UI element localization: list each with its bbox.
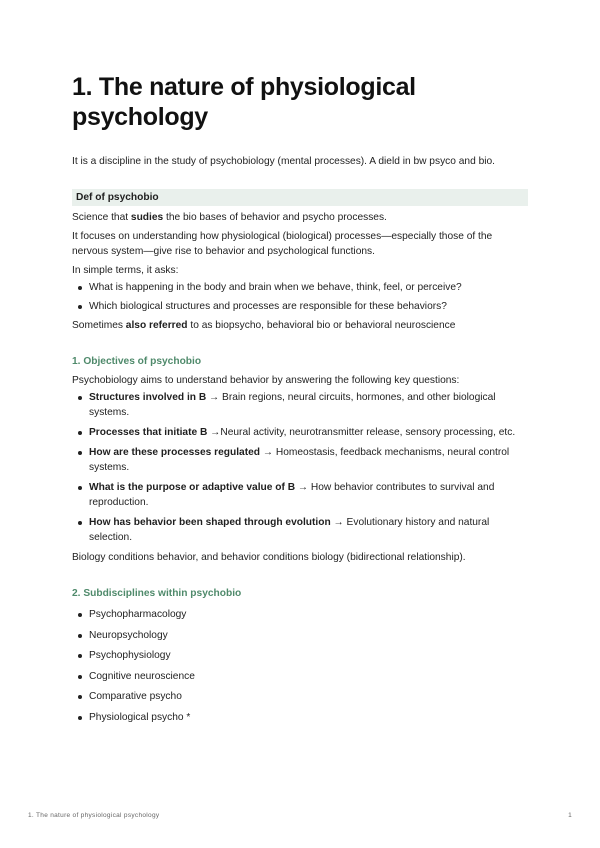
definition-bold: sudies [130, 212, 164, 223]
list-item: Neuropsychology [89, 628, 528, 643]
objectives-heading: 1. Objectives of psychobio [72, 356, 202, 367]
list-item [89, 425, 528, 440]
page-number: 1 [568, 812, 572, 819]
objectives-conclusion: Biology conditions behavior, and behavior conditions biology (bidirectional relationship). [72, 552, 466, 563]
objective-text: → Brain regions, neural circuits, hormones, and other biological systems. [89, 392, 496, 418]
intro-paragraph: It is a discipline in the study of psychobiology (mental processes). A dield in bw psyco and bio. [72, 156, 496, 167]
definition-text: Science that [72, 212, 131, 223]
document-page [72, 72, 528, 731]
list-item: What is happening in the body and brain when we behave, think, feel, or perceive? [89, 280, 528, 295]
list-item: Cognitive neuroscience [89, 669, 528, 684]
list-item [89, 445, 528, 475]
objective-text: → How behavior contributes to survival and reproduction. [89, 482, 495, 508]
list-item: Psychopharmacology [89, 607, 528, 622]
also-referred-line [72, 318, 528, 333]
definition-line-3: In simple terms, it asks: [72, 265, 179, 276]
list-item [89, 515, 528, 545]
question-list [72, 280, 528, 314]
objective-bold: What is the purpose or adaptive value of B [89, 482, 296, 493]
definition-line-1 [72, 210, 528, 225]
list-item [89, 390, 528, 420]
objectives-intro: Psychobiology aims to understand behavior by answering the following key questions: [72, 375, 460, 386]
list-item: Comparative psycho [89, 689, 528, 704]
list-item: Psychophysiology [89, 648, 528, 663]
subdisciplines-heading: 2. Subdisciplines within psychobio [72, 588, 242, 599]
objectives-list [72, 390, 528, 545]
objective-bold: How are these processes regulated [89, 447, 260, 458]
objective-text: → Evolutionary history and natural selection. [89, 517, 490, 543]
objective-text: →Neural activity, neurotransmitter release, sensory processing, etc. [207, 427, 516, 438]
definition-line-2: It focuses on understanding how physiological (biological) processes—especially those of the nervous system—give rise to behavior and psychological functions. [72, 231, 493, 257]
objective-text: → Homeostasis, feedback mechanisms, neural control systems. [89, 447, 510, 473]
page-footer [28, 812, 572, 819]
definition-callout-heading: Def of psychobio [72, 189, 528, 206]
also-text: Sometimes [72, 320, 126, 331]
objective-bold: Processes that initiate B [89, 427, 208, 438]
list-item: Which biological structures and processes are responsible for these behaviors? [89, 299, 528, 314]
subdisciplines-list [72, 607, 528, 725]
also-bold: also referred [125, 320, 188, 331]
list-item [89, 480, 528, 510]
definition-text: the bio bases of behavior and psycho processes. [163, 212, 387, 223]
objective-bold: How has behavior been shaped through evolution [89, 517, 331, 528]
page-title: 1. The nature of physiological psychology [72, 73, 416, 131]
objective-bold: Structures involved in B [89, 392, 207, 403]
list-item: Physiological psycho * [89, 710, 528, 725]
footer-title: 1. The nature of physiological psychology [28, 812, 160, 819]
also-text: to as biopsycho, behavioral bio or behavioral neuroscience [187, 320, 456, 331]
